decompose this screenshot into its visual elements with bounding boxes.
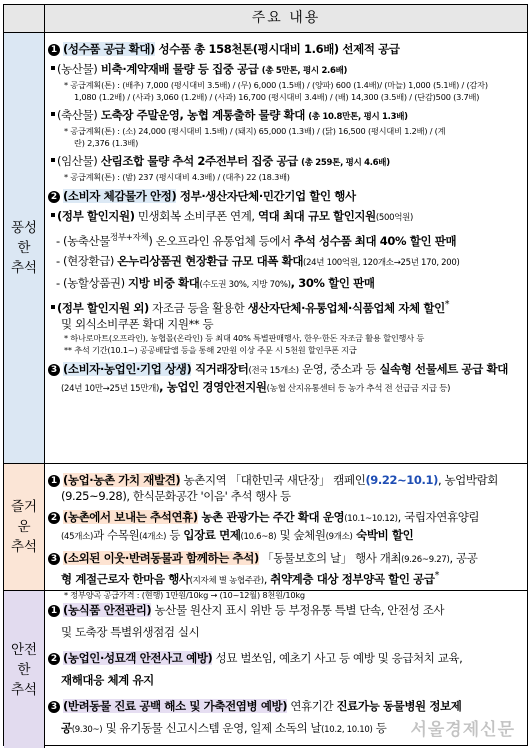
dash-small: (24년 100억원, 120개소→25년 170, 200) <box>303 257 460 268</box>
item-text: 과 수목원 <box>93 528 140 542</box>
note: 1,080 (1.2배) / (사과) 3,060 (1.2배) / (사과) 16,700 (평시대비 3.4배) / (배) 14,300 (3.5배) / (단감)500 (3.7배) <box>74 92 480 102</box>
item-price-stability <box>48 188 523 204</box>
number-badge: 3 <box>48 553 60 565</box>
item-small: (지자체 별 농협주관) <box>189 575 264 586</box>
item-small: (농협 산지유통센터 등 농가 추석 전 선급금 지급 등) <box>266 383 451 394</box>
item-neighbors-pets <box>48 550 523 568</box>
section-content <box>45 33 527 463</box>
category-line: 추석 <box>10 681 38 698</box>
category-line: 추석 <box>10 539 38 555</box>
section-content <box>45 464 527 600</box>
item-text: 성묘 벌쏘임, 예초기 사고 등 예방 및 응급처치 교육, <box>212 651 463 665</box>
watermark-logo: 서울경제신문 <box>410 720 515 740</box>
item-bold: 입장료 면제 <box>183 528 241 542</box>
sub-value: (총 5만톤, 평시 2.6배) <box>261 66 348 76</box>
item-continuation <box>48 379 523 397</box>
category-line: 풍성 <box>10 220 38 236</box>
item-small: (10.2, 10.10) <box>321 725 373 735</box>
note: * 공급계획(톤) : (소) 24,000 (평시대비 1.5배) / (돼지) 65,000 (1.3배) / (닭) 16,500 (평시대비 1.2배) / (계 <box>64 126 446 136</box>
number-badge: 1 <box>48 44 60 56</box>
item-heading: (농식품 안전관리) <box>63 603 152 617</box>
item-small: (10.1~10.12) <box>344 514 398 524</box>
number-badge: 1 <box>48 605 60 617</box>
section-joyful-chuseok <box>4 464 527 600</box>
item-text: 운영, 중소과 등 <box>298 361 380 376</box>
item-small: (4개소) <box>139 532 167 542</box>
sub-label: (정부 할인지원) <box>57 209 135 223</box>
note: ** 추석 기간(10.1~) 공공배달앱 등을 통해 2만원 이상 주문 시 5천원 할인쿠폰 지급 <box>64 344 357 355</box>
item-text: 농촌지역 「대한민국 새단장」 캠페인 <box>180 473 366 487</box>
item-bold: 형 계절근로자 한마음 행사 <box>61 571 190 586</box>
item-continuation: 및 도축장 특별위생점검 실시 <box>61 625 200 639</box>
item-accident-prevention <box>48 650 523 666</box>
item-bold: 실속형 선물세트 공급 확대 <box>379 361 508 376</box>
table-header <box>4 5 527 33</box>
item-small: (9개소) <box>325 532 353 542</box>
superscript: * <box>434 570 439 581</box>
item-bold: 직거래장터 <box>191 361 249 376</box>
item-bold: 농촌 관광가는 주간 확대 운영 <box>197 510 345 524</box>
number-badge: 3 <box>48 364 60 376</box>
item-coexistence <box>48 361 523 379</box>
item-supply-expansion <box>48 41 523 57</box>
item-text: , 공공 <box>449 551 478 565</box>
dash-item-agri-discount <box>48 230 523 249</box>
item-text: 등 <box>372 721 387 735</box>
item-text: 성수품 총 158천톤(평시대비 1.6배) 선제적 공급 <box>154 42 400 56</box>
sub-text: 자조금 등을 활용한 <box>148 300 248 315</box>
note: * 하나로마트(오프라인), 농협몰(온라인) 등 최대 40% 특별판매행사, 한우·한돈 자조금 활용 할인행사 등 <box>64 332 425 343</box>
category-label-safe <box>4 591 45 748</box>
item-bold: 진료가능 동물병원 정보제 <box>336 699 462 713</box>
item-heading: (성수품 공급 확대) <box>63 42 155 56</box>
dash-item-voucher <box>48 275 523 293</box>
item-text: 연휴기간 <box>287 699 337 713</box>
item-continuation <box>48 527 523 545</box>
sub-gov-discount <box>48 208 523 226</box>
square-bullet-icon <box>51 66 55 70</box>
item-heading: (소비자·농업인·기업 상생) <box>63 361 192 376</box>
number-badge: 2 <box>48 191 60 203</box>
item-heading: (소외된 이웃·반려동물과 함께하는 추석) <box>63 551 259 565</box>
sub-continuation: 및 외식소비쿠폰 확대 지원** 등 <box>61 316 214 331</box>
square-bullet-icon <box>51 213 55 217</box>
item-text: , 농업박람회 <box>437 473 498 487</box>
category-label-rich <box>4 33 45 463</box>
item-text: 등 <box>166 528 184 542</box>
dash-text: - (농할상품권) <box>56 275 128 290</box>
item-heading: (소비자 체감물가 안정) <box>63 189 177 203</box>
item-text: 정부·생산자단체·민간기업 할인 행사 <box>176 189 356 203</box>
item-small: (전국 15개소) <box>248 365 299 376</box>
item-bold: , 농업인 경영안전지원 <box>159 379 267 394</box>
item-heading: (농촌에서 보내는 추석연휴) <box>63 510 198 524</box>
item-heading: (반려동물 진료 공백 해소 및 가축전염병 예방) <box>63 699 288 713</box>
sub-label: (축산물) <box>57 108 98 122</box>
square-bullet-icon <box>51 112 55 116</box>
sub-agri <box>48 61 523 79</box>
item-text: , 국립자연휴양림 <box>397 510 480 524</box>
sub-value: (총 10.8만톤, 평시 1.3배) <box>308 112 408 122</box>
item-text: 「동물보호의 날」 행사 개최 <box>258 551 402 565</box>
dash-text: - (농축산물 <box>56 233 110 248</box>
category-label-joyful <box>4 464 45 590</box>
header-corner-cell <box>4 5 45 32</box>
category-line: 운 <box>17 519 31 535</box>
note: * 공급계획(톤) : (배추) 7,000 (평시대비 3.5배) / (무) 6,000 (1.5배) / (양파) 600 (1.4배)/ (마늘) 1,000 (5.1배) / (감자) <box>64 80 488 90</box>
category-line: 추석 <box>10 260 38 276</box>
note: * 정부양곡 공급가격 : (현행) 1만원/10kg → (10~12월) 8천원/10kg <box>64 589 305 600</box>
category-line: 한 <box>17 661 31 678</box>
category-line: 즐거 <box>10 499 38 515</box>
sub-text: 비축·계약재배 물량 등 집중 공급 <box>97 62 259 76</box>
superscript: 정부+자체 <box>109 233 149 243</box>
item-small: (10.6~8) <box>240 532 277 542</box>
item-pet-care <box>48 698 523 714</box>
header-title: 주요 내용 <box>251 10 321 26</box>
item-bold: 숙박비 할인 <box>352 528 414 542</box>
item-rural-holiday <box>48 509 523 527</box>
sub-other-discount <box>48 297 523 316</box>
item-food-safety <box>48 602 523 618</box>
note: 란) 2,376 (1.3배) <box>74 138 139 148</box>
item-rural-value <box>48 472 523 488</box>
item-bold: 공 <box>61 721 72 735</box>
sub-small: (500억원) <box>375 213 414 223</box>
sub-text: 민생회복 소비쿠폰 연계, <box>134 209 258 223</box>
square-bullet-icon <box>51 158 55 162</box>
sub-value: (총 259톤, 평시 4.6배) <box>301 158 390 168</box>
category-line: 안전 <box>10 641 38 658</box>
dash-text: - (현장환급) <box>56 253 118 268</box>
sub-text: 산림조합 물량 추석 2주전부터 집중 공급 <box>97 154 298 168</box>
dash-bold: 추석 성수품 최대 40% 할인 판매 <box>294 233 457 248</box>
square-bullet-icon <box>51 305 55 309</box>
item-date-highlight: (9.22~10.1) <box>365 473 438 487</box>
sub-bold: 생산자단체·유통업체·식품업체 자체 할인 <box>247 300 445 315</box>
note: * 공급계획(톤) : (밤) 237 (평시대비 4.3배) / (대추) 22 (18.3배) <box>64 172 290 182</box>
sub-bold: 역대 최대 규모 할인지원 <box>257 209 376 223</box>
sub-livestock <box>48 107 523 125</box>
item-heading: (농업·농촌 가치 재발견) <box>63 473 181 487</box>
item-text: , <box>263 571 271 586</box>
item-small: (9.26~9.27) <box>401 555 450 565</box>
number-badge: 2 <box>48 653 60 665</box>
dash-bold: 온누리상품권 현장환급 규모 대폭 확대 <box>117 253 304 268</box>
item-continuation: (9.25~9.28), 한식문화공간 '이음' 추석 행사 등 <box>61 489 291 503</box>
item-small: (24년 10만→25년 15만개) <box>61 383 160 394</box>
item-text: 농산물 원산지 표시 위반 등 부정유통 특별 단속, 안전성 조사 <box>151 603 445 617</box>
sub-forest <box>48 153 523 171</box>
item-text: 및 숲체원 <box>276 528 326 542</box>
content-table <box>3 4 528 746</box>
item-continuation: 재해대응 체계 유지 <box>61 673 154 687</box>
item-bold: 취약계층 대상 정부양곡 할인 공급 <box>270 571 435 586</box>
number-badge: 2 <box>48 512 60 524</box>
sub-label: (임산물) <box>57 154 98 168</box>
number-badge: 1 <box>48 475 60 487</box>
sub-text: 도축장 주말운영, 농협 계통출하 물량 확대 <box>97 108 305 122</box>
dash-item-onsite-refund <box>48 253 523 271</box>
item-heading: (농업인·성묘객 안전사고 예방) <box>63 651 213 665</box>
section-rich-chuseok <box>4 33 527 464</box>
dash-bold: 지방 비중 확대 <box>127 275 200 290</box>
item-continuation <box>48 568 523 589</box>
item-small: (9.30~) <box>71 725 103 735</box>
dash-small: (수도권 30%, 지방 70%) <box>199 279 291 290</box>
sub-label: (농산물) <box>57 62 98 76</box>
item-small: (45개소) <box>61 532 94 542</box>
dash-bold: , 30% 할인 판매 <box>290 275 375 290</box>
dash-text: ) 온오프라인 유통업체 등에서 <box>148 233 295 248</box>
category-line: 한 <box>17 240 31 256</box>
sub-label: (정부 할인지원 외) <box>57 300 149 315</box>
item-text: 및 유기동물 신고시스템 운영, 일제 소독의 날 <box>102 721 322 735</box>
superscript: * <box>444 298 450 310</box>
number-badge: 3 <box>48 701 60 713</box>
